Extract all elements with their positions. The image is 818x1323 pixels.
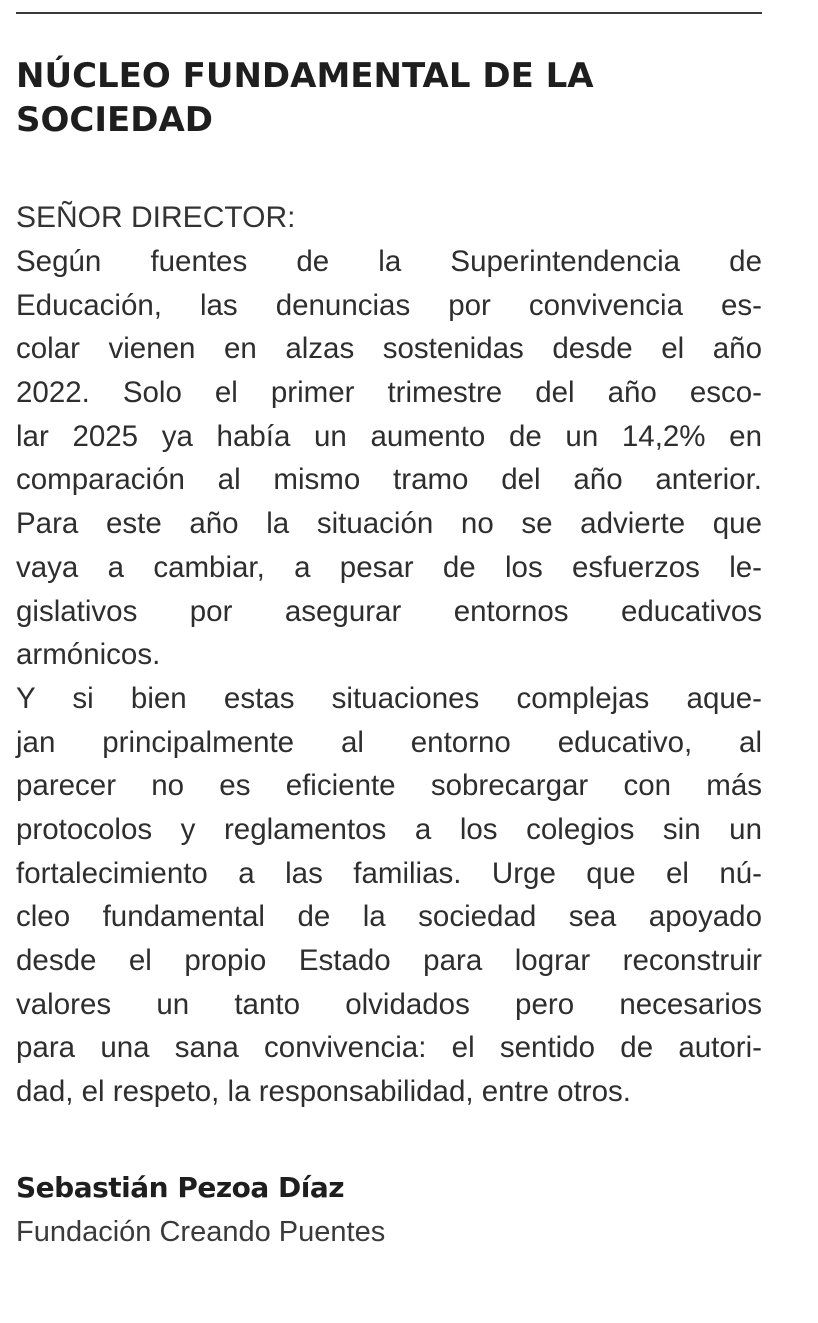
letter-body [16, 240, 762, 1114]
body-line: Para este año la situación no se advierte que [16, 507, 762, 541]
body-line: vaya a cambiar, a pesar de los esfuerzos le- [16, 550, 762, 584]
salutation: SEÑOR DIRECTOR: [16, 201, 296, 234]
body-line: jan principalmente al entorno educativo, al [16, 725, 762, 759]
headline-line-1: NÚCLEO FUNDAMENTAL DE LA [16, 56, 594, 96]
body-line: valores un tanto olvidados pero necesarios [16, 987, 762, 1021]
body-line: Según fuentes de la Superintendencia de [16, 245, 762, 278]
headline [16, 54, 762, 142]
body-line: para una sana convivencia: el sentido de autori- [16, 1031, 762, 1065]
headline-line-2: SOCIEDAD [16, 100, 213, 140]
body-line: 2022. Solo el primer trimestre del año esco- [16, 376, 762, 410]
body-line: armónicos. [16, 638, 161, 672]
body-line: gislativos por asegurar entornos educativos [16, 594, 762, 628]
signature-block [16, 1166, 762, 1254]
author-name: Sebastián Pezoa Díaz [16, 1171, 345, 1204]
body-line: parecer no es eficiente sobrecargar con más [16, 769, 762, 803]
top-divider [16, 12, 762, 14]
body-line: fortalecimiento a las familias. Urge que el nú- [16, 856, 762, 890]
body-line: cleo fundamental de la sociedad sea apoyado [16, 900, 762, 934]
body-line: colar vienen en alzas sostenidas desde el año [16, 332, 762, 366]
body-line: desde el propio Estado para lograr reconstruir [16, 944, 762, 977]
body-line: comparación al mismo tramo del año anterior. [16, 463, 762, 497]
body-line: dad, el respeto, la responsabilidad, entre otros. [16, 1075, 631, 1109]
body-line: Y si bien estas situaciones complejas aque- [16, 681, 762, 715]
body-line: Educación, las denuncias por convivencia es- [16, 288, 762, 322]
body-line: lar 2025 ya había un aumento de un 14,2% en [16, 419, 762, 453]
author-organization: Fundación Creando Puentes [16, 1216, 386, 1248]
body-line: protocolos y reglamentos a los colegios sin un [16, 812, 762, 846]
